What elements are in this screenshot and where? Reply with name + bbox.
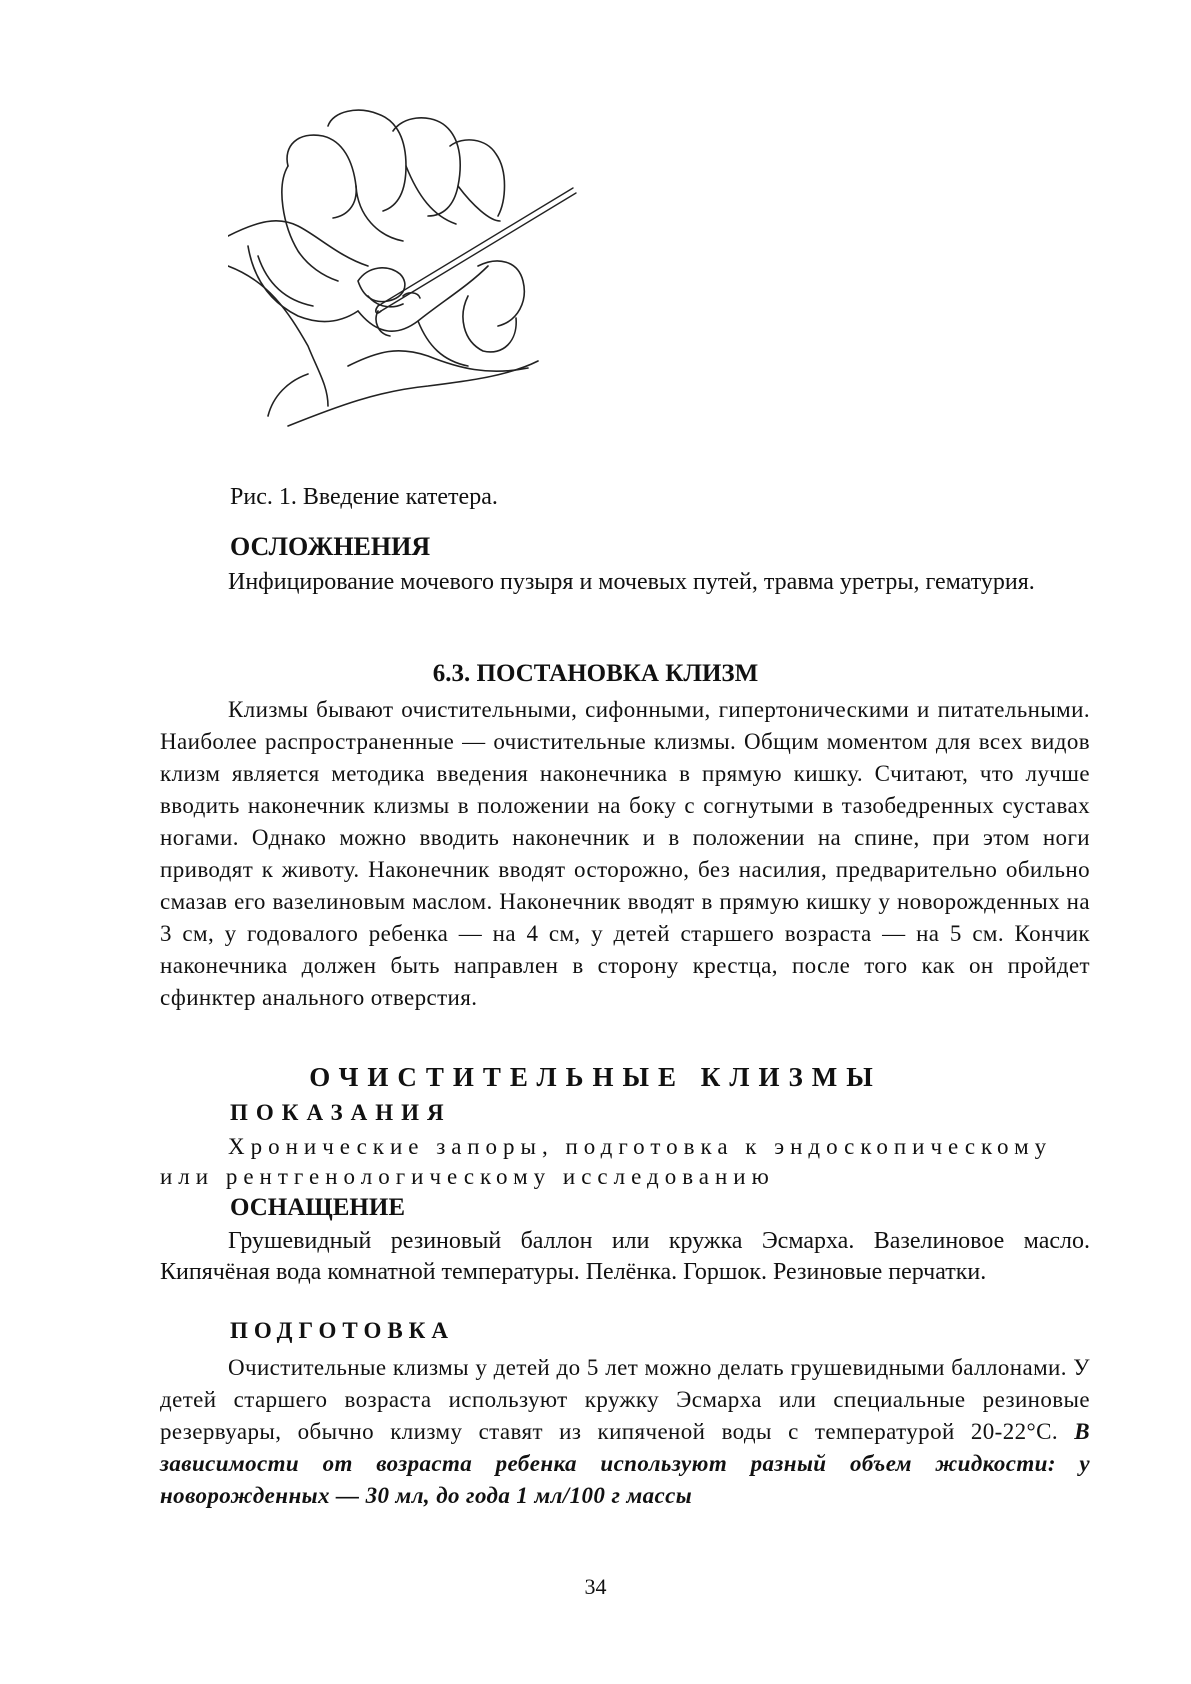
preparation-text: Очистительные клизмы у детей до 5 лет можно делать грушевидными баллонами. У детей старшего возраста используют кружку Эсмарха или специальные резиновые резервуары, обычно клизму ставят из кипяченой воды с температурой 20-22°С. [160, 1355, 1090, 1444]
preparation-emphasis: В зависимости от возраста ребенка используют разный объем жидкости: у новорожденных — 30 мл, до года 1 мл/100 г массы [160, 1419, 1090, 1508]
preparation-heading: ПОДГОТОВКА [230, 1318, 454, 1343]
indications-block [160, 1132, 1090, 1192]
section-paragraph: Клизмы бывают очистительными, сифонными, гипертоническими и питательными. Наиболее распространенные — очистительные клизмы. Общим моментом для всех видов клизм является методика введения наконечника в прямую кишку. Считают, что лучше вводить наконечник клизмы в положении на боку с согнутыми в тазобедренных суставах ногами. Однако можно вводить наконечник и в положении на спине, при этом ноги приводят к животу. Наконечник вводят осторожно, без насилия, предварительно обильно смазав его вазелиновым маслом. Наконечник вводят в прямую кишку у новорожденных на 3 см, у годовалого ребенка — на 4 см, у детей старшего возраста — на 5 см. Кончик наконечника должен быть направлен в сторону крестца, после того как он пройдет сфинктер анального отверстия. [160, 697, 1090, 1010]
preparation-block [160, 1352, 1090, 1512]
complications-heading: ОСЛОЖНЕНИЯ [230, 532, 431, 561]
complications-block [160, 566, 1090, 598]
catheter-insertion-figure [228, 106, 648, 476]
section-title: 6.3. ПОСТАНОВКА КЛИЗМ [432, 660, 759, 687]
page-number: 34 [584, 1574, 607, 1599]
equipment-text: Грушевидный резиновый баллон или кружка Эсмарха. Вазелиновое масло. Кипячёная вода комнатной температуры. Пелёнка. Горшок. Резиновые перчатки. [160, 1228, 1090, 1285]
complications-text: Инфицирование мочевого пузыря и мочевых путей, травма уретры, гематурия. [228, 569, 1035, 595]
equipment-block [160, 1226, 1090, 1288]
figure-caption: Рис. 1. Введение катетера. [230, 484, 498, 510]
cleansing-title: ОЧИСТИТЕЛЬНЫЕ КЛИЗМЫ [309, 1062, 882, 1092]
preparation-paragraph [160, 1352, 1090, 1512]
indications-text: Хронические запоры, подготовка к эндоскопическому или рентгенологическому исследованию [160, 1134, 1053, 1189]
section-body [160, 694, 1090, 1014]
equipment-heading: ОСНАЩЕНИЕ [230, 1194, 405, 1221]
indications-heading: ПОКАЗАНИЯ [230, 1100, 452, 1125]
